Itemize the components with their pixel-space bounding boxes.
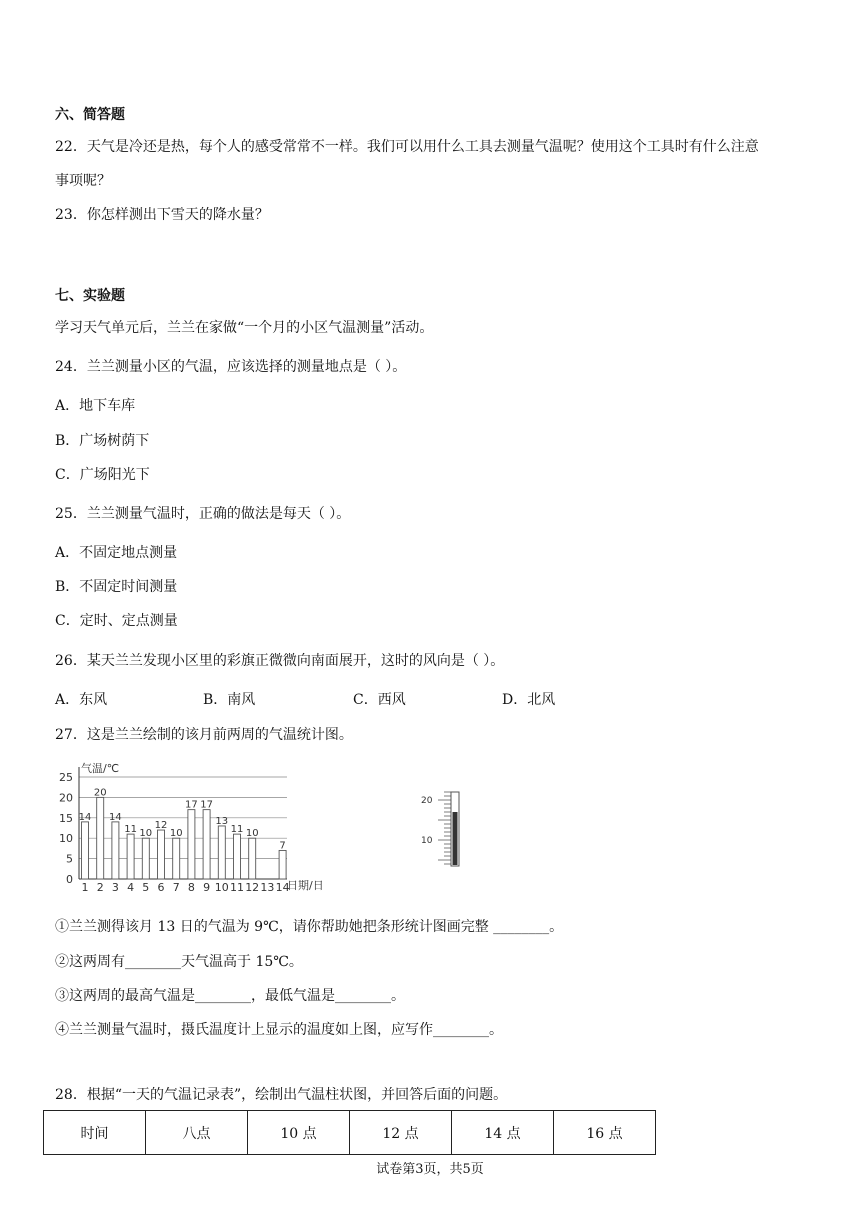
x-tick-label: 10	[214, 881, 229, 894]
bar	[82, 822, 89, 879]
q26-text: 26．某天兰兰发现小区里的彩旗正微微向南面展开，这时的风向是（ ）。	[55, 653, 505, 669]
x-tick-label: 4	[127, 881, 135, 894]
bar-value-label: 11	[124, 824, 137, 836]
q26-option-a: A．东风	[55, 692, 108, 708]
q25-option-c: C．定时、定点测量	[55, 613, 178, 629]
q24-option-c: C．广场阳光下	[55, 467, 150, 483]
thermometer-label-10: 10	[421, 836, 433, 846]
table-cell-16: 16 点	[554, 1111, 656, 1155]
q25-text: 25．兰兰测量气温时，正确的做法是每天（ ）。	[55, 506, 351, 522]
q22-line-2: 事项呢？	[55, 173, 111, 189]
q27-sub-4: ④兰兰测量气温时，摄氏温度计上显示的温度如上图，应写作________。	[55, 1022, 503, 1038]
q22-line-1: 22．天气是冷还是热，每个人的感受常常不一样。我们可以用什么工具去测量气温呢？使用这个工具时有什么注意	[55, 139, 759, 155]
x-tick-label: 13	[260, 881, 275, 894]
y-tick-label: 0	[66, 873, 73, 886]
q25-option-b: B．不固定时间测量	[55, 579, 178, 595]
x-tick-label: 2	[96, 881, 104, 894]
table-cell-14: 14 点	[452, 1111, 554, 1155]
q25-option-a: A．不固定地点测量	[55, 545, 178, 561]
table-cell-12: 12 点	[350, 1111, 452, 1155]
q24-option-a: A．地下车库	[55, 398, 136, 414]
bar-value-label: 14	[109, 811, 122, 823]
section-7-title: 七、实验题	[55, 288, 125, 304]
bar-value-label: 13	[215, 815, 229, 827]
q27-text: 27．这是兰兰绘制的该月前两周的气温统计图。	[55, 727, 353, 743]
q27-sub-3: ③这两周的最高气温是________，最低气温是________。	[55, 988, 405, 1004]
x-tick-label: 14	[275, 881, 290, 894]
bar-value-label: 10	[245, 828, 259, 840]
bar-value-label: 20	[93, 787, 107, 799]
q28-text: 28．根据“一天的气温记录表”，绘制出气温柱状图，并回答后面的问题。	[55, 1087, 508, 1103]
bar	[158, 830, 165, 879]
x-tick-label: 1	[81, 881, 89, 894]
bar	[97, 797, 104, 879]
thermometer-label-20: 20	[421, 796, 433, 806]
bar	[112, 822, 119, 879]
y-axis-label: 气温/℃	[81, 762, 120, 775]
x-tick-label: 9	[203, 881, 211, 894]
bar-value-label: 10	[139, 828, 153, 840]
y-tick-label: 5	[66, 852, 73, 866]
bar	[218, 826, 225, 879]
x-tick-label: 11	[230, 881, 244, 894]
thermometer-figure	[418, 788, 466, 870]
bar-value-label: 17	[185, 799, 198, 811]
bar	[234, 834, 241, 879]
table-cell-8: 八点	[146, 1111, 248, 1155]
x-axis-label: 日期/日	[287, 879, 324, 892]
experiment-intro: 学习天气单元后，兰兰在家做“一个月的小区气温测量”活动。	[55, 320, 434, 336]
bar-value-label: 11	[230, 824, 244, 836]
q23-text: 23．你怎样测出下雪天的降水量？	[55, 207, 269, 223]
x-tick-label: 7	[172, 881, 180, 894]
bar	[142, 838, 149, 879]
q27-sub-2: ②这两周有________天气温高于 15℃。	[55, 954, 303, 970]
bar	[188, 810, 195, 879]
table-cell-time: 时间	[44, 1111, 146, 1155]
x-tick-label: 3	[111, 881, 119, 894]
table-row	[44, 1111, 656, 1155]
bar-value-label: 12	[154, 820, 168, 832]
x-tick-label: 12	[245, 881, 260, 894]
q24-text: 24．兰兰测量小区的气温，应该选择的测量地点是（ ）。	[55, 359, 407, 375]
temperature-record-table	[43, 1110, 656, 1155]
page-footer: 试卷第3页，共5页	[376, 1162, 484, 1177]
q26-option-c: C．西风	[353, 692, 406, 708]
q24-option-b: B．广场树荫下	[55, 433, 150, 449]
bar	[127, 834, 134, 879]
y-tick-label: 25	[59, 771, 73, 784]
bar-value-label: 7	[279, 840, 286, 852]
y-tick-label: 15	[59, 811, 73, 825]
bar-value-label: 14	[78, 811, 92, 823]
bar	[279, 850, 286, 879]
bar-value-label: 17	[200, 799, 213, 811]
q26-option-d: D．北风	[502, 692, 556, 708]
q27-sub-1: ①兰兰测得该月 13 日的气温为 9℃，请你帮助她把条形统计图画完整 ________。	[55, 919, 564, 935]
thermometer-mercury	[453, 812, 458, 865]
y-tick-label: 20	[59, 791, 73, 805]
x-tick-label: 5	[142, 881, 150, 894]
bar	[173, 838, 180, 879]
bar-value-label: 10	[169, 828, 183, 840]
bar	[203, 810, 210, 879]
q26-option-b: B．南风	[203, 692, 256, 708]
section-6-title: 六、简答题	[55, 107, 125, 123]
bar	[249, 838, 256, 879]
x-tick-label: 6	[157, 881, 165, 894]
temperature-bar-chart	[55, 758, 345, 894]
y-tick-label: 10	[59, 832, 73, 846]
x-tick-label: 8	[187, 881, 195, 894]
table-cell-10: 10 点	[248, 1111, 350, 1155]
